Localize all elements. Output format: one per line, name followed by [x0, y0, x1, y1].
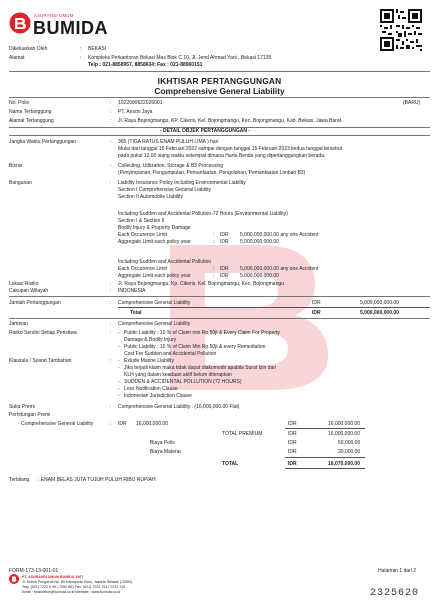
address-line-2: Telp : 021-8858957, 8858634; Fax : 021-88960151 [88, 62, 203, 68]
divider [9, 71, 430, 72]
divider [9, 135, 430, 136]
colon: : [110, 330, 112, 336]
footer-company: PT. ASURANSI UMUM BUMIDA 1967 [22, 575, 84, 579]
divider [285, 457, 365, 458]
form-code: FORM-173-13-001-01 [9, 568, 59, 574]
period-time: pada pukul 12.00 siang waktu setempat dimana Harta Benda yang dipertanggungkan berada. [118, 153, 326, 159]
stamp-duty-value: 20,000.00 [338, 449, 361, 455]
deductible-label: Risiko Sendiri Setiap Peristiwa [9, 330, 77, 336]
business-label: Bisnis [9, 163, 23, 169]
divider [9, 97, 430, 98]
brand-subtitle: ASURANSI UMUM [34, 13, 74, 18]
colon: : [80, 46, 82, 52]
coverage-line-1: Liability Insurance Policy Including Environmental Liability [118, 180, 246, 186]
bullet: - [118, 393, 120, 399]
footer-address-2: Telp. (021) 7222 9 99 / 7090 881 Fax: (021) 7222 791 / 7222 710 [22, 585, 126, 589]
colon: : [110, 163, 112, 169]
premium-rate-value: Comprehensive General Liability : (16,000,000.00 Flat) [118, 404, 240, 410]
amount-in-words-value: : ENAM BELAS JUTA TUJUH PULUH RIBU RUPIAH [38, 477, 156, 483]
document-subtitle: Comprehensive General Liability [154, 86, 285, 96]
sum-insured-item-currency: IDR [312, 300, 321, 306]
colon: : [110, 180, 112, 186]
sum-insured-label: Jumlah Pertanggungan [9, 300, 61, 306]
stamp-duty-label: Biaya Materai [150, 449, 181, 455]
clause-item: Loss Notification Clause [124, 386, 178, 392]
address-label: Alamat [9, 55, 25, 61]
guarantee-label: Jaminan [9, 321, 28, 327]
premium-cgl-right-value: 16,000,000.00 [328, 421, 360, 427]
block1-title: Including Sudden and Accidental Pollution-72 Hours (Environmental Liability) [118, 211, 288, 217]
period-label: Jangka Waktu Pertanggungan [9, 139, 77, 145]
grand-total-label: TOTAL [222, 461, 239, 467]
business-line-1: Collecting, Utilization, Storage & B3 Processing [118, 163, 224, 169]
colon: : [213, 273, 215, 279]
bullet: - [118, 365, 120, 371]
colon: : [110, 109, 112, 115]
block1-bodily: Bodily Injury & Property Damage [118, 225, 191, 231]
colon: : [110, 281, 112, 287]
guarantee-value: Comprehensive General Liability [118, 321, 191, 327]
territory-label: Cakupan Wilayah [9, 288, 49, 294]
colon: : [110, 300, 112, 306]
deductible-item-1b: Damage & Bodily Injury [124, 337, 177, 343]
divider [285, 428, 365, 429]
territory-value: INDONESIA [118, 288, 146, 294]
qr-code-icon [380, 9, 422, 51]
divider [9, 296, 430, 297]
insured-name-value: PT. Anson Jaya [118, 109, 153, 115]
grand-total-currency: IDR [288, 461, 297, 467]
bullet: - [118, 379, 120, 385]
issued-by-value: BEKASI [88, 46, 107, 52]
premium-cgl-currency: IDR [118, 421, 127, 427]
colon: : [110, 118, 112, 124]
address-line-1: Kompleks Perkantoran Bekasi Mas Blok C 10, Jl. Jend Ahmad Yani , Bekasi 17135 [88, 55, 272, 61]
block1-sections: Section I & Section II [118, 218, 165, 224]
policy-fee-currency: IDR [288, 440, 297, 446]
brand-name: BUMIDA [33, 18, 108, 38]
clause-item: Indonesian Jurisdiction Clause [124, 393, 192, 399]
premium-rate-label: Suku Premi [9, 404, 35, 410]
clause-item: SUDDEN & ACCIDENTAL POLLUTION (72 HOURS) [124, 379, 242, 385]
policy-status: (BARU) [403, 100, 421, 106]
colon: : [213, 232, 215, 238]
insured-address-value: Jl. Raya Bojongmangu, KP. Cikeris, Kel. Bojongmangu, Kec. Bojongmangu, Kab. Bekasi, Jawa Barat [118, 118, 342, 124]
block2-aggregate-value: 5,000,000,000.00 [240, 273, 279, 279]
colon: : [213, 239, 215, 245]
coverage-line-2: Section I Comprehensive General Liability [118, 187, 212, 193]
block1-each-label: Each Occurence Limit [118, 232, 167, 238]
sum-insured-total-currency: IDR [312, 310, 321, 316]
period-days: 365 (TIGA RATUS ENAM PULUH LIMA ) hari [118, 139, 219, 145]
bumida-logo-icon [9, 12, 31, 34]
sum-insured-item-value: 5,000,000,000.00 [360, 300, 399, 306]
sum-insured-total-value: 5,000,000,000.00 [360, 310, 399, 316]
sum-insured-total-label: Total [130, 310, 142, 316]
colon: : [110, 358, 112, 364]
policy-number-value: 1022090622026001 [118, 100, 163, 106]
deductible-item-2a: Public Liability : 10 % of Claim Min Rp.50jt & every Remediation [124, 344, 266, 350]
policy-fee-label: Biaya Polis [150, 440, 175, 446]
divider [285, 468, 365, 469]
premium-cgl-value: 16,000,000.00 [136, 421, 168, 427]
page-indicator: Halaman 1 dari 2 [378, 568, 417, 574]
block1-aggregate-currency: IDR [220, 239, 229, 245]
serial-number: 2325620 [370, 588, 420, 599]
block2-each-value: 5,000,000,000.00 any one Accident [240, 266, 319, 272]
total-premium-value: 16,000,000.00 [328, 431, 360, 437]
total-premium-currency: IDR [288, 431, 297, 437]
block2-aggregate-label: Aggregate Limit each policy year [118, 273, 191, 279]
bullet: - [118, 386, 120, 392]
insured-name-label: Nama Tertanggung [9, 109, 52, 115]
insured-address-label: Alamat Tertanggung [9, 118, 54, 124]
stamp-duty-currency: IDR [288, 449, 297, 455]
clause-item: KLH yang dalam keadaan aktif belum diterapkan [124, 372, 232, 378]
block1-aggregate-value: 5,000,000,000.00 [240, 239, 279, 245]
block1-each-currency: IDR [220, 232, 229, 238]
premium-cgl-right-currency: IDR [288, 421, 297, 427]
bullet: - [118, 358, 120, 364]
detail-section-header: - DETAIL OBJEK PERTANGGUNGAN - [160, 128, 251, 134]
risk-location-label: Lokasi Risiko [9, 281, 39, 287]
colon: : [110, 421, 112, 427]
colon: : [213, 266, 215, 272]
clause-item: Exlude Marine Liability [124, 358, 175, 364]
colon: : [110, 288, 112, 294]
block2-each-label: Each Occurence Limit [118, 266, 167, 272]
premium-cgl-label: - Comprehensive General Liability [18, 421, 94, 427]
divider [9, 318, 430, 319]
policy-number-label: No. Polis [9, 100, 30, 106]
footer-address-3: Email : headoffice@bumida.co.id Website : www.bumida.co.id [22, 590, 121, 594]
block2-each-currency: IDR [220, 266, 229, 272]
block1-aggregate-label: Aggregate Limit each policy year [118, 239, 191, 245]
coverage-object-label: Bangunan [9, 180, 32, 186]
policy-fee-value: 50,000.00 [338, 440, 361, 446]
document-title: IKHTISAR PERTANGGUNGAN [157, 76, 282, 86]
colon: : [110, 139, 112, 145]
block2-aggregate-currency: IDR [220, 273, 229, 279]
footer-address-1: Jl. Kebon Pengerok No. 89 Kebayoran Baru, Jakarta Selatan (12060) [22, 580, 133, 584]
colon: : [110, 321, 112, 327]
bumida-footer-logo-icon [9, 574, 19, 584]
period-dates: Mulai dari tanggal 15 Februari 2022 sampai dengan tanggal 15 Februari 2023 kedua tanggal tersebut [118, 146, 343, 152]
business-line-2: (Penyimpanan, Pengumpulan, Pemanfaatan, Pengolahan, Pemanfaatan Limbah B3) [118, 170, 306, 176]
colon: : [110, 404, 112, 410]
block1-each-value: 5,000,000,000.00 any one Accident [240, 232, 319, 238]
premium-calc-label: Perhitungan Premi [9, 412, 51, 418]
clause-item: Jika terjadi klaim maka tidak dapat diakomodir apabila Surat Izin dari [124, 365, 277, 371]
clauses-label: Klausula / Syarat Tambahan [9, 358, 72, 364]
colon: : [110, 100, 112, 106]
bumida-logo [9, 8, 121, 42]
divider [118, 307, 430, 308]
bullet: - [118, 344, 120, 350]
issued-by-label: Dikeluarkan Oleh [9, 46, 48, 52]
coverage-line-3: Section II Automobile Liability [118, 194, 184, 200]
risk-location-value: Jl. Raya Bojongmangu, Kp. Cikeris, Kel. Bojongmangu, Kec. Bojongmangu [118, 281, 284, 287]
colon: : [80, 55, 82, 61]
block2-title: Including Sudden and Accidental Pollution [118, 259, 212, 265]
grand-total-value: 16,070,000.00 [328, 461, 360, 467]
deductible-item-1a: Public Liability : 10 % of Claim min Rp.50jt & Every Claim For Property [124, 330, 280, 336]
total-premium-label: TOTAL PREMIUM [222, 431, 263, 437]
amount-in-words-label: Terbilang [9, 477, 30, 483]
sum-insured-item: Comprehensive General Liability [118, 300, 191, 306]
deductible-item-2b: Cost For Sudden and Accidental Pollution [124, 351, 217, 357]
bullet: - [118, 330, 120, 336]
